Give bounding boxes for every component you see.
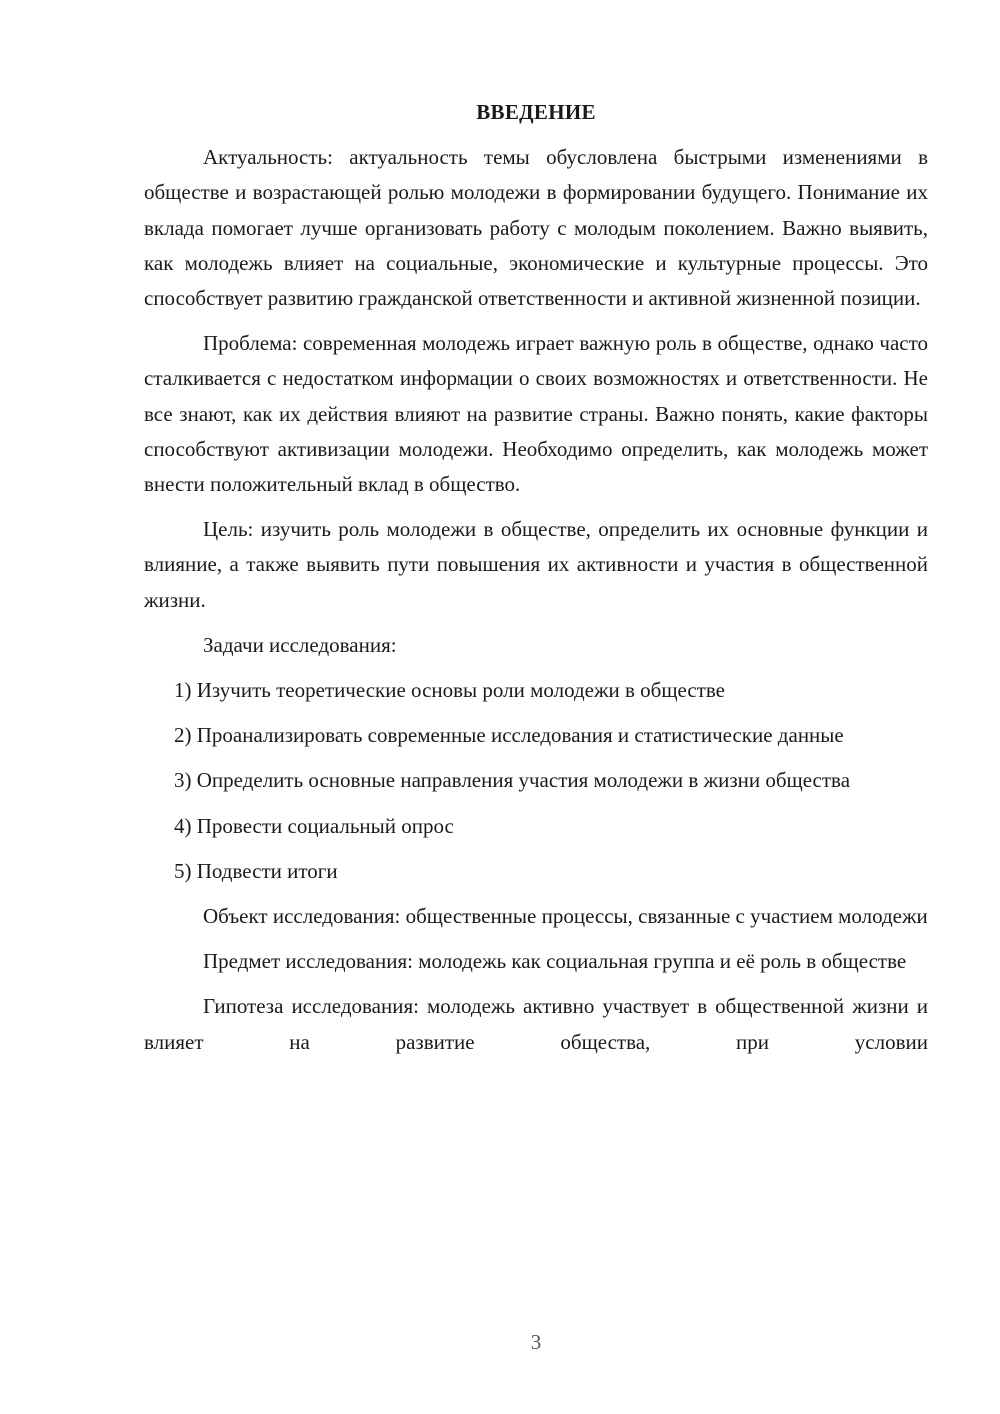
goal-paragraph: Цель: изучить роль молодежи в обществе, определить их основные функции и влияние, а также выявить пути повышения их активности и участия в общественной жизни. [144, 517, 928, 612]
tasks-heading: Задачи исследования: [203, 632, 397, 657]
task-item: 1) Изучить теоретические основы роли молодежи в обществе [174, 678, 725, 703]
document-page [144, 95, 928, 1070]
task-item: 4) Провести социальный опрос [174, 813, 454, 838]
hypothesis-paragraph: Гипотеза исследования: молодежь активно участвует в общественной жизни и влияет на развитие общества, при условии [144, 994, 928, 1054]
relevance-paragraph: Актуальность: актуальность темы обусловлена быстрыми изменениями в обществе и возрастающей ролью молодежи в формировании будущего. Понимание их вклада помогает лучше организовать работу с молодым поколением. Важно выявить, как молодежь влияет на социальные, экономические и культурные процессы. Это способствует развитию гражданской ответственности и активной жизненной позиции. [144, 145, 928, 311]
page-number: 3 [530, 1330, 542, 1354]
task-item: 2) Проанализировать современные исследования и статистические данные [174, 723, 844, 748]
task-item: 3) Определить основные направления участия молодежи в жизни общества [174, 768, 851, 793]
task-item: 5) Подвести итоги [174, 858, 338, 883]
page-title: ВВЕДЕНИЕ [476, 100, 596, 124]
subject-paragraph: Предмет исследования: молодежь как социальная группа и её роль в обществе [203, 949, 907, 974]
object-paragraph: Объект исследования: общественные процессы, связанные с участием молодежи [203, 904, 928, 929]
problem-paragraph: Проблема: современная молодежь играет важную роль в обществе, однако часто сталкивается с недостатком информации о своих возможностях и ответственности. Не все знают, как их действия влияют на развитие страны. Важно понять, какие факторы способствуют активизации молодежи. Необходимо определить, как молодежь может внести положительный вклад в общество. [144, 331, 928, 497]
